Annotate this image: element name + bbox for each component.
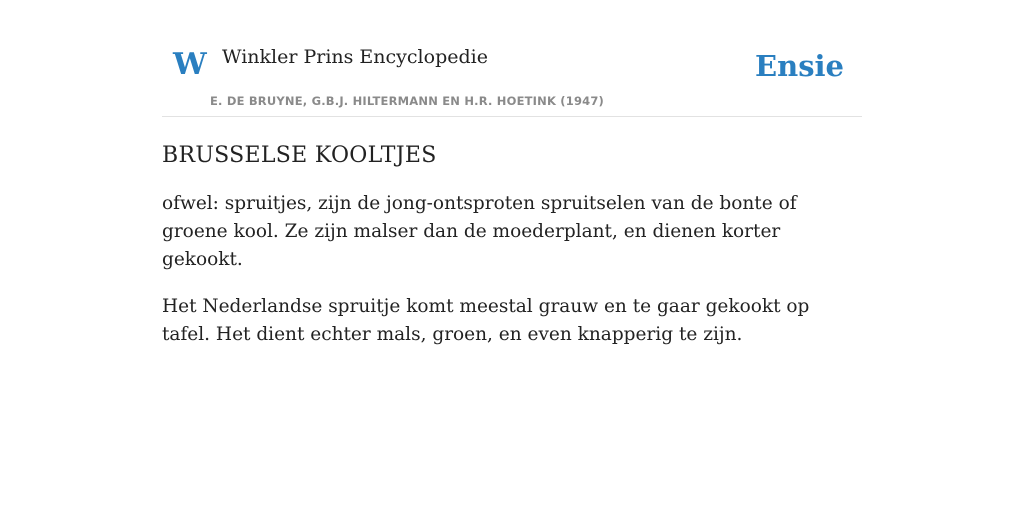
article-paragraph: ofwel: spruitjes, zijn de jong-ontsproten spruitselen van de bonte of groene kool. Ze zijn malser dan de moederplant, en dienen korter gekookt. [162, 193, 797, 271]
page-header [162, 0, 862, 117]
page-container [162, 0, 862, 349]
article [162, 143, 862, 349]
winkler-prins-logo[interactable]: W [173, 47, 207, 82]
ensie-logo[interactable]: Ensie [755, 49, 844, 83]
book-title-link[interactable]: Winkler Prins Encyclopedie [222, 46, 488, 68]
article-paragraph: Het Nederlandse spruitje komt meestal grauw en te gaar gekookt op tafel. Het dient echter mals, groen, en even knapperig te zijn. [162, 296, 810, 346]
book-authors: E. DE BRUYNE, G.B.J. HILTERMANN EN H.R. HOETINK (1947) [210, 94, 605, 108]
entry-title: BRUSSELSE KOOLTJES [162, 143, 437, 168]
